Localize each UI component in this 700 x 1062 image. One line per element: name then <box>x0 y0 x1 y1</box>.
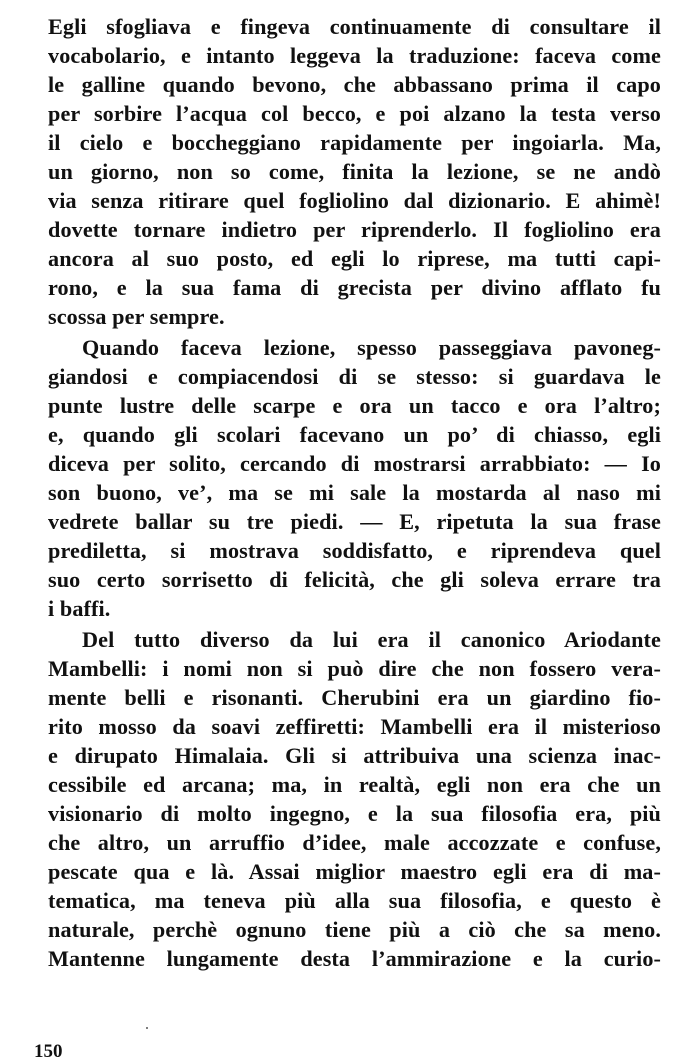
text-line: prediletta, si mostrava soddisfatto, e riprendeva quel <box>48 538 661 563</box>
paragraph-3 <box>48 625 661 973</box>
text-line: e dirupato Himalaia. Gli si attribuiva una scienza inac- <box>48 743 661 768</box>
text-line: rono, e la sua fama di grecista per divino afflato fu <box>48 275 661 300</box>
text-line: vocabolario, e intanto leggeva la traduzione: faceva come <box>48 43 661 68</box>
text-line: diceva per solito, cercando di mostrarsi arrabbiato: — Io <box>48 451 661 476</box>
text-line: dovette tornare indietro per riprenderlo. Il fogliolino era <box>48 217 661 242</box>
text-line: le galline quando bevono, che abbassano prima il capo <box>48 72 661 97</box>
text-line: rito mosso da soavi zeffiretti: Mambelli era il misterioso <box>48 714 661 739</box>
text-line: i baffi. <box>48 596 111 621</box>
text-line: punte lustre delle scarpe e ora un tacco e ora l’altro; <box>48 393 661 418</box>
text-line: naturale, perchè ognuno tiene più a ciò che sa meno. <box>48 917 661 942</box>
text-line: cessibile ed arcana; ma, in realtà, egli non era che un <box>48 772 661 797</box>
text-line: Del tutto diverso da lui era il canonico Ariodante <box>82 627 661 652</box>
text-line: il cielo e boccheggiano rapidamente per ingoiarla. Ma, <box>48 130 661 155</box>
text-line: suo certo sorrisetto di felicità, che gli soleva errare tra <box>48 567 661 592</box>
text-line: giandosi e compiacendosi di se stesso: si guardava le <box>48 364 661 389</box>
page-body <box>48 12 661 973</box>
text-line: Quando faceva lezione, spesso passeggiava pavoneg- <box>82 335 661 360</box>
text-line: scossa per sempre. <box>48 304 225 329</box>
text-line: e, quando gli scolari facevano un po’ di chiasso, egli <box>48 422 661 447</box>
paragraph-2 <box>48 333 661 623</box>
print-speck <box>146 1027 148 1029</box>
text-line: che altro, un arruffio d’idee, male accozzate e confuse, <box>48 830 661 855</box>
text-line: Mambelli: i nomi non si può dire che non fossero vera- <box>48 656 661 681</box>
text-line: Egli sfogliava e fingeva continuamente di consultare il <box>48 14 661 39</box>
text-line: Mantenne lungamente desta l’ammirazione e la curio- <box>48 946 661 971</box>
paragraph-1 <box>48 12 661 331</box>
text-line: visionario di molto ingegno, e la sua filosofia era, più <box>48 801 661 826</box>
text-line: un giorno, non so come, finita la lezione, se ne andò <box>48 159 661 184</box>
text-line: pescate qua e là. Assai miglior maestro egli era di ma- <box>48 859 661 884</box>
text-line: son buono, ve’, ma se mi sale la mostarda al naso mi <box>48 480 661 505</box>
text-line: tematica, ma teneva più alla sua filosofia, e questo è <box>48 888 661 913</box>
text-line: mente belli e risonanti. Cherubini era un giardino fio- <box>48 685 661 710</box>
page-number: 150 <box>34 1041 63 1062</box>
text-line: per sorbire l’acqua col becco, e poi alzano la testa verso <box>48 101 661 126</box>
text-line: vedrete ballar su tre piedi. — E, ripetuta la sua frase <box>48 509 661 534</box>
text-line: via senza ritirare quel fogliolino dal dizionario. E ahimè! <box>48 188 661 213</box>
text-line: ancora al suo posto, ed egli lo riprese, ma tutti capi- <box>48 246 661 271</box>
